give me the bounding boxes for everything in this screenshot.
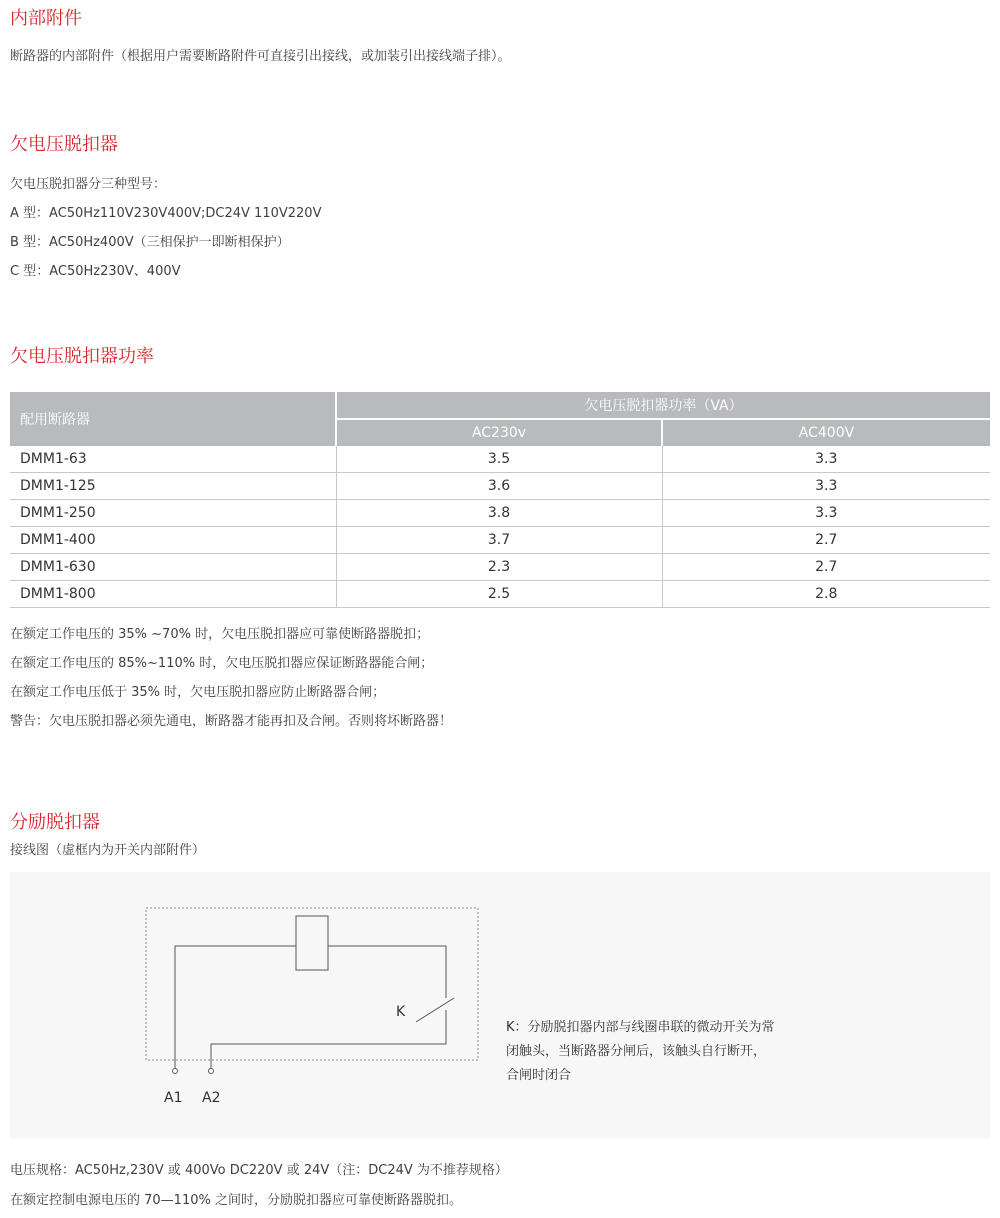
table-row (10, 473, 990, 500)
k-label: K (396, 1004, 406, 1020)
undervoltage-line: A 型：AC50Hz110V230V400V;DC24V 110V220V (10, 206, 322, 221)
cell-ac400: 3.3 (662, 500, 990, 527)
shunt-spec: 在额定控制电源电压的 70—110% 之间时，分励脱扣器应可靠使断路器脱扣。 (10, 1193, 462, 1208)
cell-ac230: 2.3 (336, 554, 662, 581)
internal-description: 断路器的内部附件（根据用户需要断路附件可直接引出接线，或加装引出接线端子排）。 (10, 49, 511, 64)
shunt-subtitle: 接线图（虚框内为开关内部附件） (10, 843, 206, 858)
table-row (10, 581, 990, 608)
a1-label: A1 (164, 1090, 183, 1106)
cell-model: DMM1-63 (10, 446, 336, 473)
table-row (10, 554, 990, 581)
cell-model: DMM1-250 (10, 500, 336, 527)
k-note-line: 闭触头，当断路器分闸后，该触头自行断开， (506, 1044, 767, 1059)
section-title-shunt: 分励脱扣器 (10, 812, 100, 833)
cell-ac400: 2.7 (662, 554, 990, 581)
section-title-undervoltage: 欠电压脱扣器 (10, 134, 118, 155)
table-header-ac230: AC230v (336, 419, 662, 446)
terminal-a2 (209, 1069, 214, 1074)
wire-a1 (175, 946, 296, 1068)
shunt-spec: 电压规格：AC50Hz,230V 或 400Vo DC220V 或 24V（注：DC24V 为不推荐规格） (10, 1163, 508, 1178)
wiring-diagram-panel (10, 872, 990, 1138)
section-title-internal: 内部附件 (10, 8, 82, 29)
power-table (10, 392, 990, 608)
power-note: 在额定工作电压的 85%~110% 时，欠电压脱扣器应保证断路器能合闸； (10, 656, 434, 671)
a2-label: A2 (202, 1090, 221, 1106)
cell-ac400: 2.8 (662, 581, 990, 608)
trip-coil (296, 916, 328, 970)
cell-ac230: 3.8 (336, 500, 662, 527)
cell-model: DMM1-125 (10, 473, 336, 500)
cell-ac230: 3.5 (336, 446, 662, 473)
power-note: 在额定工作电压低于 35% 时，欠电压脱扣器应防止断路器合闸； (10, 685, 386, 700)
wire-coil-right (328, 946, 446, 998)
table-header-power-group: 欠电压脱扣器功率（VA） (336, 392, 990, 419)
power-note: 在额定工作电压的 35% ~70% 时，欠电压脱扣器应可靠使断路器脱扣； (10, 627, 430, 642)
undervoltage-line: B 型：AC50Hz400V（三相保护一即断相保护） (10, 235, 290, 250)
table-header-model: 配用断路器 (10, 392, 336, 446)
cell-model: DMM1-630 (10, 554, 336, 581)
cell-ac400: 3.3 (662, 473, 990, 500)
cell-ac400: 2.7 (662, 527, 990, 554)
k-note-line: 合闸时闭合 (506, 1068, 572, 1083)
terminal-a1 (173, 1069, 178, 1074)
table-header-ac400: AC400V (662, 419, 990, 446)
undervoltage-line: C 型：AC50Hz230V、400V (10, 264, 181, 279)
undervoltage-line: 欠电压脱扣器分三种型号： (10, 177, 167, 192)
switch-k (416, 998, 454, 1022)
k-note-line: K：分励脱扣器内部与线圈串联的微动开关为常 (506, 1020, 775, 1035)
cell-model: DMM1-800 (10, 581, 336, 608)
k-note (506, 1016, 826, 1088)
wiring-diagram (10, 872, 990, 1138)
cell-ac230: 2.5 (336, 581, 662, 608)
cell-ac400: 3.3 (662, 446, 990, 473)
internal-boundary (146, 908, 478, 1060)
table-row (10, 500, 990, 527)
table-row (10, 527, 990, 554)
cell-ac230: 3.6 (336, 473, 662, 500)
power-warning: 警告：欠电压脱扣器必须先通电，断路器才能再扣及合闸。否则将坏断路器！ (10, 714, 453, 729)
section-title-power: 欠电压脱扣器功率 (10, 346, 154, 367)
wire-a2 (211, 1010, 446, 1068)
table-row (10, 446, 990, 473)
cell-model: DMM1-400 (10, 527, 336, 554)
cell-ac230: 3.7 (336, 527, 662, 554)
